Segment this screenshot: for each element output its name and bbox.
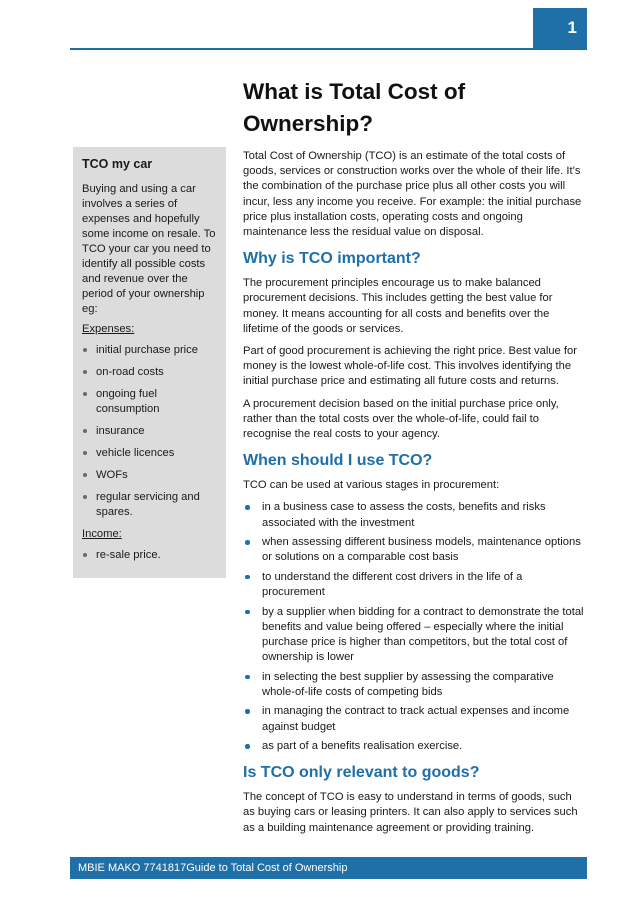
list-item: initial purchase price — [82, 343, 217, 358]
list-item: by a supplier when bidding for a contract to demonstrate the total benefits and value being offered – especially where the initial purchase price is higher than competitors, but the total cost of ownership is lower — [243, 605, 585, 666]
list-item: ongoing fuel consumption — [82, 387, 217, 417]
footer-text: MBIE MAKO 7741817Guide to Total Cost of Ownership — [78, 862, 348, 874]
why-paragraph: A procurement decision based on the initial purchase price only, rather than the total costs over the whole-of-life, could fail to recognise the real costs to your agency. — [243, 397, 559, 441]
goods-paragraph: The concept of TCO is easy to understand in terms of goods, such as buying cars or leasing printers. It can also apply to services such as a building maintenance agreement or providing training. — [243, 791, 578, 834]
why-paragraph: The procurement principles encourage us to make balanced procurement decisions. This includes getting the best value for money. It means accounting for all costs and benefits over the lifetime of the goods or services. — [243, 277, 553, 335]
expenses-list — [82, 343, 217, 520]
goods-heading: Is TCO only relevant to goods? — [243, 764, 480, 782]
list-item: when assessing different business models, maintenance options or solutions on a comparable cost basis — [243, 535, 585, 565]
why-paragraph: Part of good procurement is achieving the right price. Best value for money is the lowest whole-of-life cost. This involves identifying the initial purchase price and estimating all future costs and returns. — [243, 345, 577, 388]
list-item: to understand the different cost drivers in the life of a procurement — [243, 570, 585, 600]
list-item: in selecting the best supplier by assessing the comparative whole-of-life costs of competing bids — [243, 670, 585, 700]
income-label: Income: — [82, 528, 122, 540]
when-heading: When should I use TCO? — [243, 452, 433, 470]
list-item: in managing the contract to track actual expenses and income against budget — [243, 704, 585, 734]
why-heading: Why is TCO important? — [243, 250, 421, 268]
tco-my-car-sidebar — [73, 147, 226, 578]
list-item: insurance — [82, 424, 217, 439]
sidebar-intro: Buying and using a car involves a series of expenses and hopefully some income on resale. To TCO your car you need to identify all possible costs and revenue over the period of your ownership eg: — [82, 183, 216, 315]
page-number-tab — [533, 8, 587, 48]
page-footer — [70, 857, 587, 879]
expenses-label: Expenses: — [82, 323, 135, 335]
when-intro: TCO can be used at various stages in procurement: — [243, 479, 500, 492]
list-item: in a business case to assess the costs, benefits and risks associated with the investment — [243, 500, 585, 530]
list-item: on-road costs — [82, 365, 217, 380]
list-item: WOFs — [82, 468, 217, 483]
list-item: as part of a benefits realisation exercise. — [243, 739, 585, 754]
income-list — [82, 548, 217, 563]
when-list — [243, 500, 585, 754]
main-content — [243, 76, 585, 843]
intro-paragraph: Total Cost of Ownership (TCO) is an estimate of the total costs of goods, services or construction works over the whole of their life. It’s the combination of the purchase price plus all other costs you will incur, less any income you receive. For example: the initial purchase price plus installation costs, operating costs and ongoing maintenance less the residual value on disposal. — [243, 150, 582, 239]
list-item: re-sale price. — [82, 548, 217, 563]
list-item: vehicle licences — [82, 446, 217, 461]
sidebar-title: TCO my car — [82, 157, 153, 171]
list-item: regular servicing and spares. — [82, 490, 217, 520]
page-title: What is Total Cost of Ownership? — [243, 79, 466, 136]
header-rule — [70, 48, 587, 50]
page-number: 1 — [567, 18, 577, 37]
